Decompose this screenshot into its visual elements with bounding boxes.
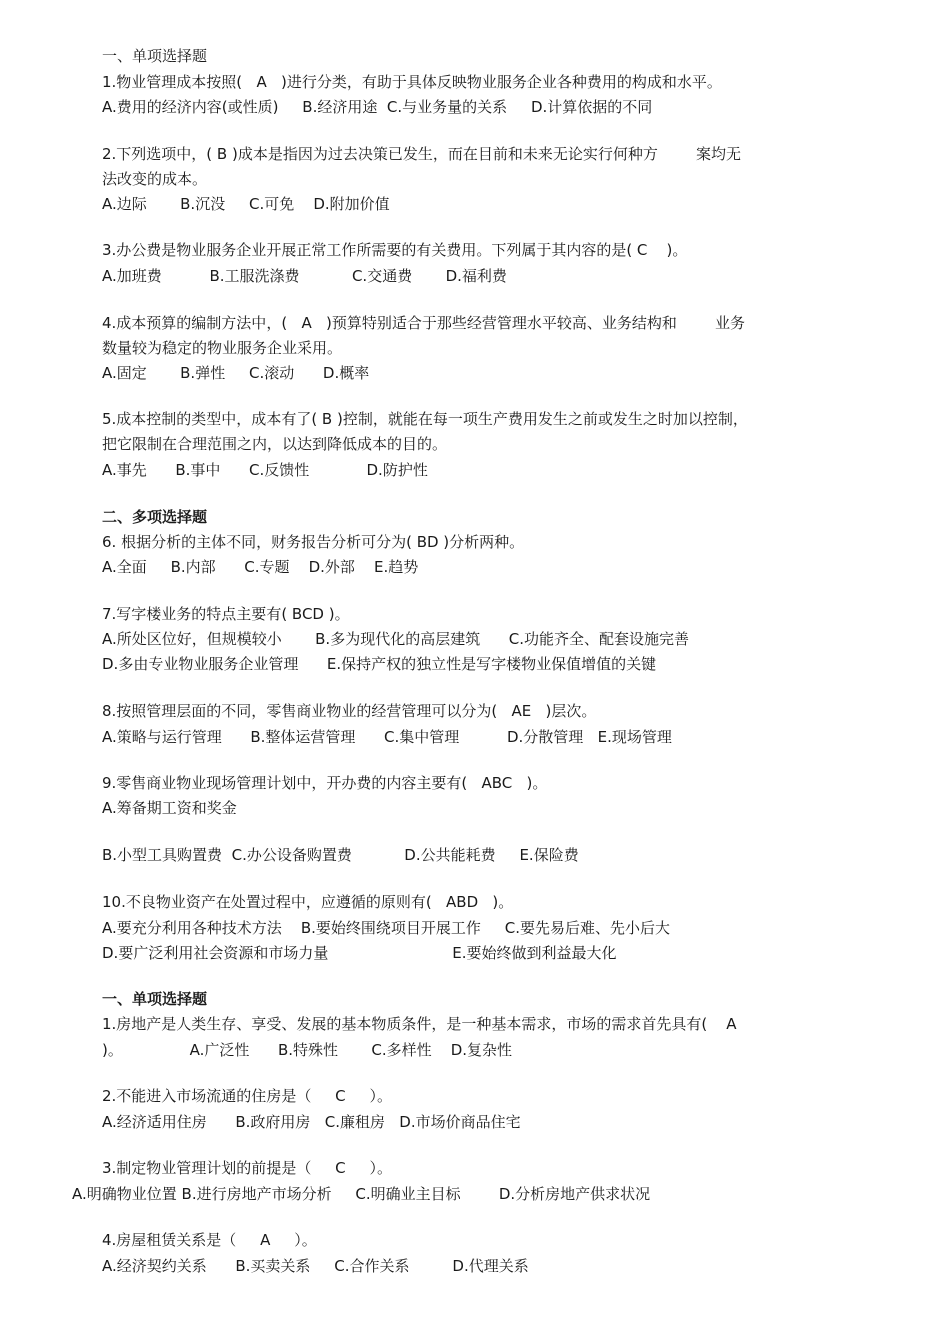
question-options: A.全面 B.内部 C.专题 D.外部 E.趋势 bbox=[102, 558, 419, 576]
question-text: 5.成本控制的类型中，成本有了( B )控制，就能在每一项生产费用发生之前或发生之时加以控制， bbox=[102, 410, 748, 428]
question-options: )。 A.广泛性 B.特殊性 C.多样性 D.复杂性 bbox=[102, 1041, 513, 1059]
question-options: A.费用的经济内容(或性质) B.经济用途 C.与业务量的关系 D.计算依据的不同 bbox=[102, 98, 653, 116]
question-text: 数量较为稳定的物业服务企业采用。 bbox=[102, 339, 343, 357]
question-options: A.固定 B.弹性 C.滚动 D.概率 bbox=[102, 364, 370, 382]
question-options: A.加班费 B.工服洗涤费 C.交通费 D.福利费 bbox=[102, 267, 507, 285]
question-text: 10.不良物业资产在处置过程中，应遵循的原则有( ABD )。 bbox=[102, 893, 514, 911]
question-text: 2.不能进入市场流通的住房是（ C ）。 bbox=[102, 1087, 392, 1105]
question-text: 法改变的成本。 bbox=[102, 170, 208, 188]
question-text: 3.办公费是物业服务企业开展正常工作所需要的有关费用。下列属于其内容的是( C )。 bbox=[102, 241, 688, 259]
question-options: A.要充分利用各种技术方法 B.要始终围绕项目开展工作 C.要先易后难、先小后大 bbox=[102, 919, 670, 937]
question-text: 9.零售商业物业现场管理计划中，开办费的内容主要有( ABC )。 bbox=[102, 774, 548, 792]
question-text: 4.房屋租赁关系是（ A ）。 bbox=[102, 1231, 317, 1249]
question-text: 4.成本预算的编制方法中，( A )预算特别适合于那些经营管理水平较高、业务结构和 业务 bbox=[102, 314, 746, 332]
question-text: 1.物业管理成本按照( A )进行分类，有助于具体反映物业服务企业各种费用的构成和水平。 bbox=[102, 73, 722, 91]
question-options: A.明确物业位置 B.进行房地产市场分析 C.明确业主目标 D.分析房地产供求状况 bbox=[72, 1185, 651, 1203]
question-options: A.经济契约关系 B.买卖关系 C.合作关系 D.代理关系 bbox=[102, 1257, 529, 1275]
question-options: A.经济适用住房 B.政府用房 C.廉租房 D.市场价商品住宅 bbox=[102, 1113, 521, 1131]
question-options: D.多由专业物业服务企业管理 E.保持产权的独立性是写字楼物业保值增值的关键 bbox=[102, 655, 657, 673]
question-options: B.小型工具购置费 C.办公设备购置费 D.公共能耗费 E.保险费 bbox=[102, 846, 579, 864]
question-options: A.所处区位好，但规模较小 B.多为现代化的高层建筑 C.功能齐全、配套设施完善 bbox=[102, 630, 690, 648]
question-text: 6. 根据分析的主体不同，财务报告分析可分为( BD )分析两种。 bbox=[102, 533, 525, 551]
question-text: 3.制定物业管理计划的前提是（ C ）。 bbox=[102, 1159, 392, 1177]
question-options: D.要广泛利用社会资源和市场力量 E.要始终做到利益最大化 bbox=[102, 944, 617, 962]
question-text: 1.房地产是人类生存、享受、发展的基本物质条件，是一种基本需求，市场的需求首先具有( A bbox=[102, 1015, 737, 1033]
question-text: 8.按照管理层面的不同，零售商业物业的经营管理可以分为( AE )层次。 bbox=[102, 702, 597, 720]
question-text: 把它限制在合理范围之内，以达到降低成本的目的。 bbox=[102, 435, 448, 453]
section-heading: 一、单项选择题 bbox=[102, 47, 208, 65]
section-heading: 二、多项选择题 bbox=[102, 508, 208, 526]
question-text: 2.下列选项中，( B )成本是指因为过去决策已发生，而在目前和未来无论实行何种方 案均无 bbox=[102, 145, 741, 163]
question-options: A.事先 B.事中 C.反馈性 D.防护性 bbox=[102, 461, 428, 479]
question-options: A.筹备期工资和奖金 bbox=[102, 799, 237, 817]
question-text: 7.写字楼业务的特点主要有( BCD )。 bbox=[102, 605, 350, 623]
question-options: A.边际 B.沉没 C.可免 D.附加价值 bbox=[102, 195, 390, 213]
section-heading: 一、单项选择题 bbox=[102, 990, 208, 1008]
question-options: A.策略与运行管理 B.整体运营管理 C.集中管理 D.分散管理 E.现场管理 bbox=[102, 728, 672, 746]
